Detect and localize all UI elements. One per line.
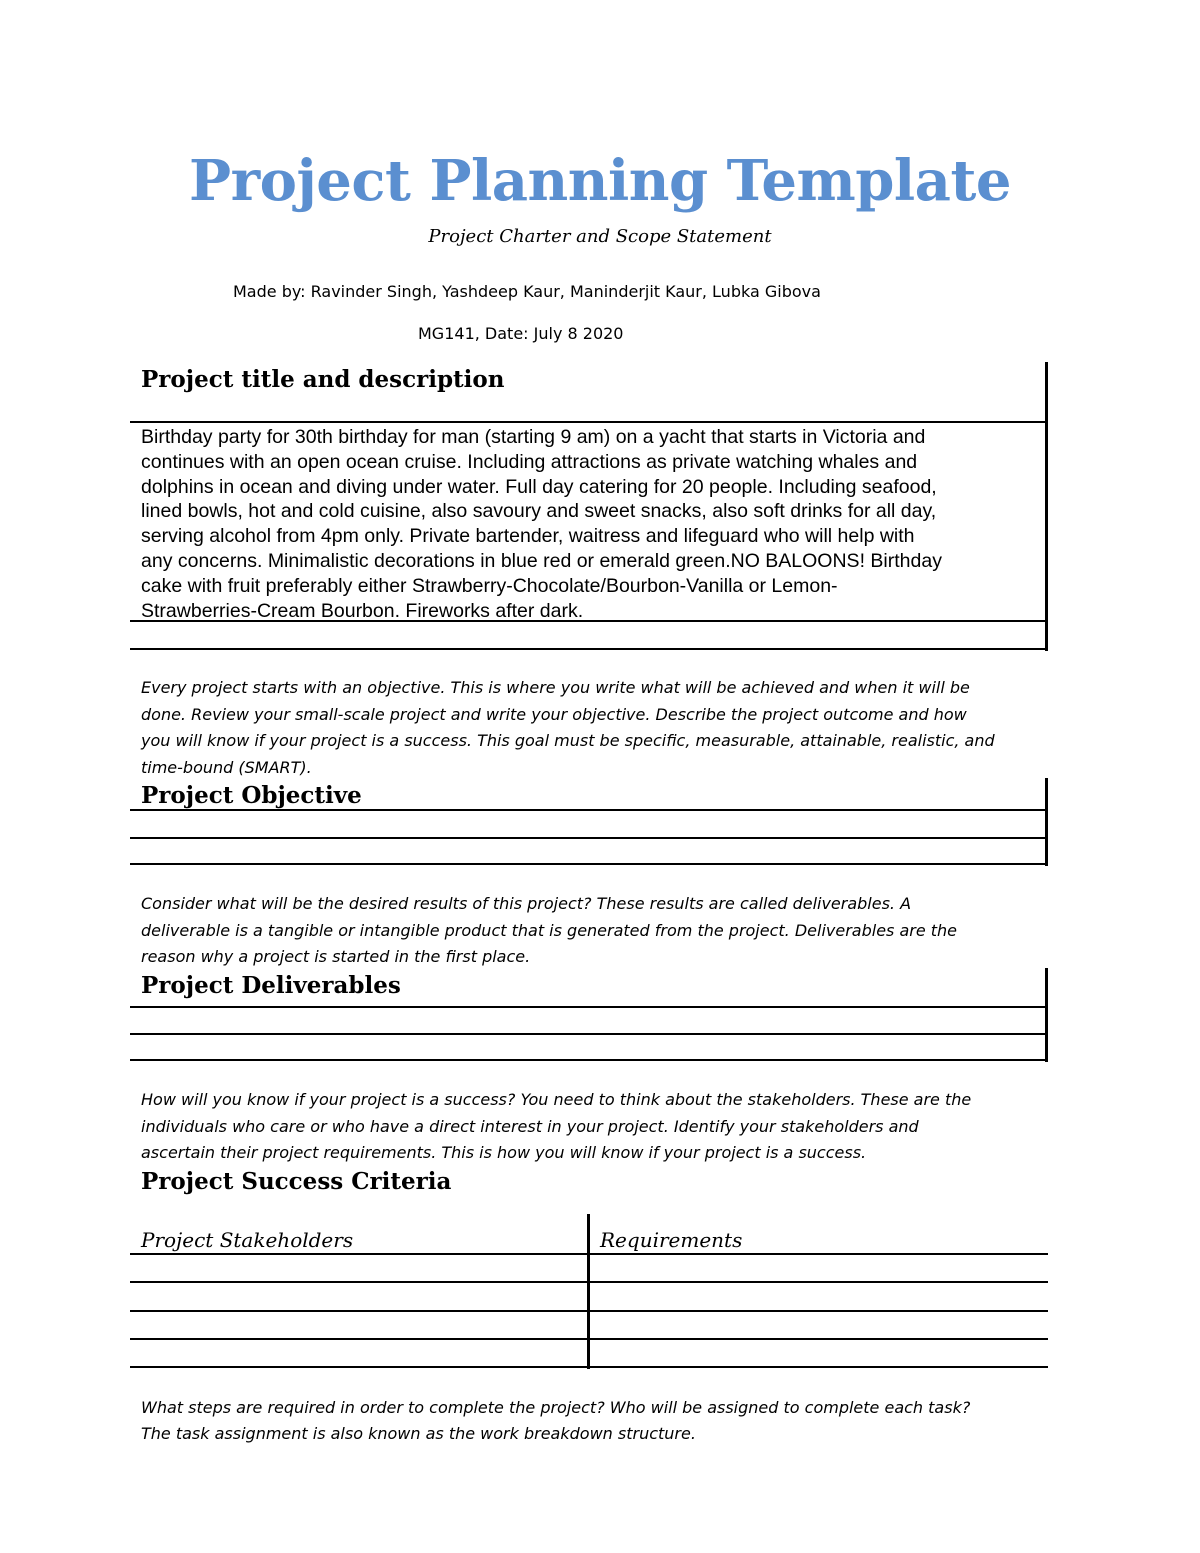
description-line: Strawberries-Cream Bourbon. Fireworks after dark. [141,599,584,622]
instruction-line: deliverable is a tangible or intangible product that is generated from the project. Deliverables are the [141,920,958,940]
instruction-line: individuals who care or who have a direct interest in your project. Identify your stakeholders and [141,1116,919,1136]
column-header-requirements: Requirements [600,1228,743,1252]
page-title: Project Planning Template [189,148,1011,214]
instruction-line: How will you know if your project is a success? You need to think about the stakeholders. These are the [141,1090,972,1109]
table-row-rule [130,1366,1048,1368]
deliverables-instructions [141,891,1066,971]
deliverables-rule [130,1059,1048,1061]
instruction-line: you will know if your project is a success. This goal must be specific, measurable, attainable, realistic, and [141,731,995,750]
section-heading-success: Project Success Criteria [141,1168,452,1195]
section-heading-title-description: Project title and description [141,366,505,393]
table-row-rule [130,1281,1048,1283]
description-line: cake with fruit preferably either Strawberry-Chocolate/Bourbon-Vanilla or Lemon- [141,574,838,597]
objective-rule [130,837,1048,839]
project-description [141,425,1041,623]
section-heading-deliverables: Project Deliverables [141,972,401,999]
box-border-right [1045,421,1048,651]
box-border-right [1045,968,1048,1062]
description-line: serving alcohol from 4pm only. Private bartender, waitress and lifeguard who will help with [141,525,915,548]
description-line: lined bowls, hot and cold cuisine, also savoury and sweet snacks, also soft drinks for all day, [141,500,937,523]
section-heading-objective: Project Objective [141,782,362,809]
table-row-rule [130,1310,1048,1312]
deliverables-rule [130,1006,1048,1008]
box-rule [130,620,1048,622]
page-subtitle: Project Charter and Scope Statement [428,226,772,247]
instruction-line: done. Review your small-scale project and write your objective. Describe the project outcome and how [141,704,967,724]
course-date-line: MG141, Date: July 8 2020 [418,324,624,343]
objective-rule [130,863,1048,865]
instruction-line: Consider what will be the desired results of this project? These results are called deliverables. A [141,894,912,913]
table-row-rule [130,1253,1048,1255]
wbs-instructions [141,1395,1066,1447]
description-line: Birthday party for 30th birthday for man (starting 9 am) on a yacht that starts in Victoria and [141,426,926,448]
objective-instructions [141,675,1066,781]
instruction-line: Every project starts with an objective. This is where you write what will be achieved and when it will be [141,678,970,697]
authors-line: Made by: Ravinder Singh, Yashdeep Kaur, Maninderjit Kaur, Lubka Gibova [233,282,821,301]
instruction-line: ascertain their project requirements. This is how you will know if your project is a success. [141,1143,867,1162]
instruction-line: What steps are required in order to complete the project? Who will be assigned to complete each task? [141,1398,971,1417]
column-header-stakeholders: Project Stakeholders [141,1228,354,1252]
instruction-line: The task assignment is also known as the work breakdown structure. [141,1424,696,1443]
box-rule [130,648,1048,650]
table-column-divider [587,1214,590,1369]
box-border-right [1045,362,1048,423]
description-line: any concerns. Minimalistic decorations in blue red or emerald green.NO BALOONS! Birthday [141,549,942,572]
objective-rule [130,809,1048,811]
box-border-right [1045,778,1048,866]
box-divider [130,421,1048,423]
instruction-line: reason why a project is started in the first place. [141,947,531,966]
deliverables-rule [130,1033,1048,1035]
instruction-line: time-bound (SMART). [141,757,312,777]
description-line: dolphins in ocean and diving under water. Full day catering for 20 people. Including seafood, [141,475,937,498]
description-line: continues with an open ocean cruise. Including attractions as private watching whales and [141,450,918,473]
success-instructions [141,1087,1066,1167]
table-row-rule [130,1338,1048,1340]
